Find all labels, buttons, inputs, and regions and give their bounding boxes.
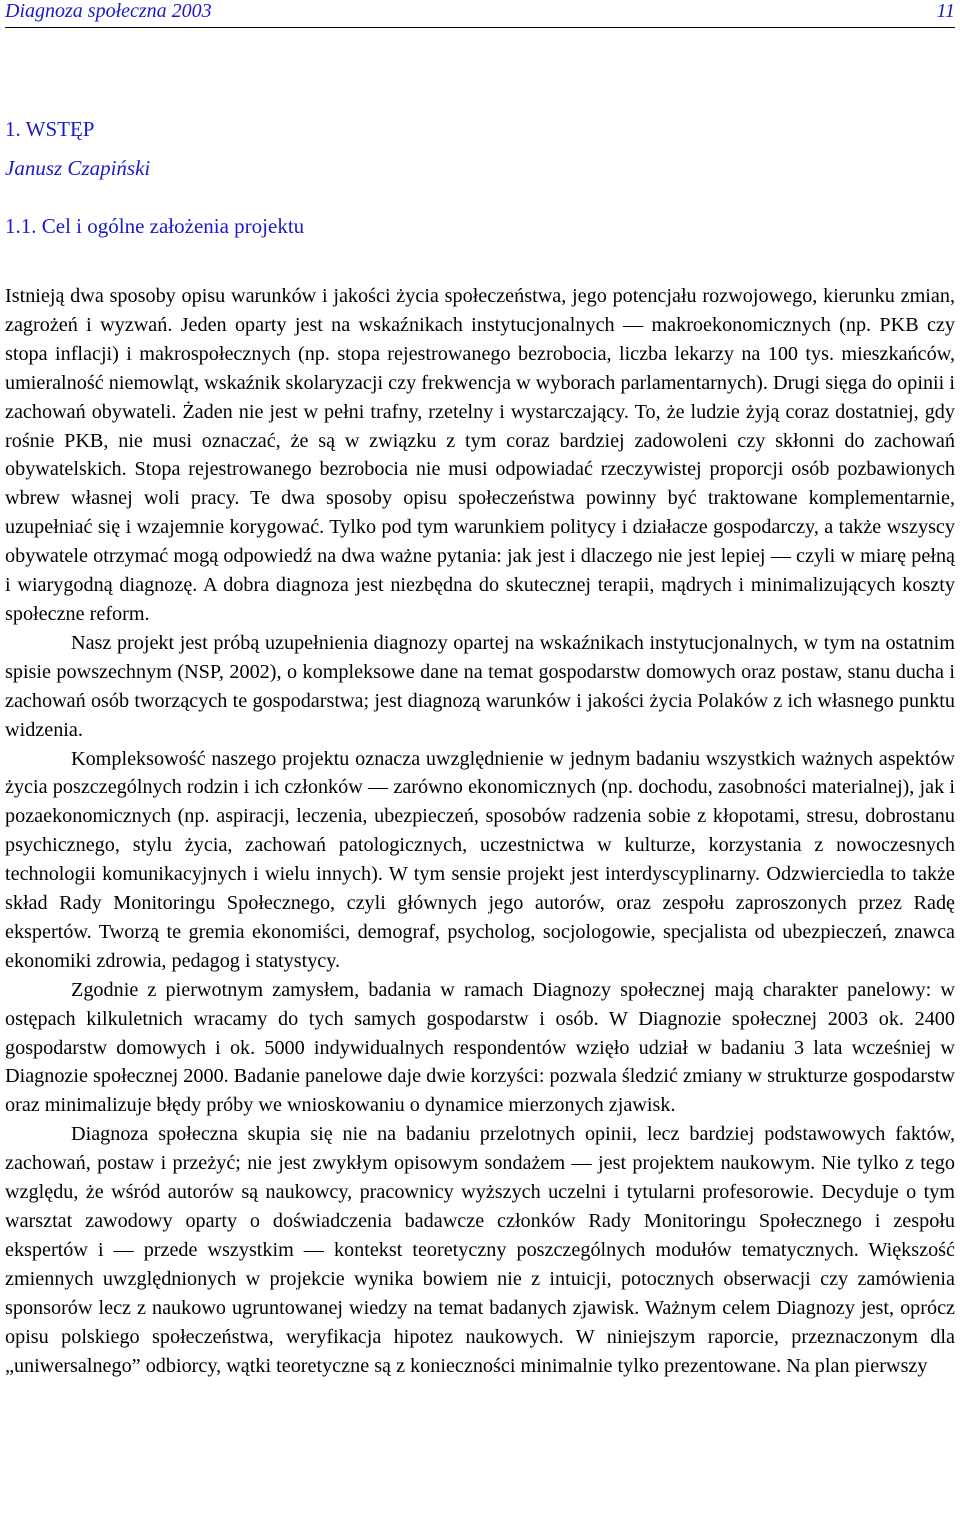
chapter-title: 1. WSTĘP (5, 117, 95, 141)
body-text (5, 282, 955, 1380)
paragraph-5: Diagnoza społeczna skupia się nie na badaniu przelotnych opinii, lecz bardziej podstawowych faktów, zachowań, postaw i przeżyć; nie jest zwykłym opisowym sondażem — jest projektem naukowym. Nie tylko z tego względu, że wśród autorów są naukowcy, pracownicy wyższych uczelni i tytularni profesorowie. Decyduje o tym warsztat zawodowy oparty o doświadczenia badawcze członków Rady Monitoringu Społecznego i zespołu ekspertów i — przede wszystkim — kontekst teoretyczny poszczególnych modułów tematycznych. Większość zmiennych uwzględnionych w projekcie wynika bowiem nie z intuicji, potocznych obserwacji czy zamówienia sponsorów lecz z naukowo ugruntowanej wiedzy na temat badanych zjawisk. Ważnym celem Diagnozy jest, oprócz opisu polskiego społeczeństwa, weryfikacja hipotez naukowych. W niniejszym raporcie, przeznaczonym dla „uniwersalnego” odbiorcy, wątki teoretyczne są z konieczności minimalnie tylko prezentowane. Na plan pierwszy (5, 1123, 955, 1377)
page-number: 11 (936, 0, 955, 22)
paragraph-4: Zgodnie z pierwotnym zamysłem, badania w ramach Diagnozy społecznej mają charakter panelowy: w ostępach kilkuletnich wracamy do tych samych gospodarstw i osób. W Diagnozie społecznej 2003 ok. 2400 gospodarstw domowych i ok. 5000 indywidualnych respondentów wzięło udział w badaniu 3 lata wcześniej w Diagnozie społecznej 2000. Badanie panelowe daje dwie korzyści: pozwala śledzić zmiany w strukturze gospodarstw oraz minimalizuje błędy próby we wnioskowaniu o dynamice mierzonych zjawisk. (5, 978, 955, 1117)
paragraph-2: Nasz projekt jest próbą uzupełnienia diagnozy opartej na wskaźnikach instytucjonalnych, w tym na ostatnim spisie powszechnym (NSP, 2002), o kompleksowe dane na temat gospodarstw domowych oraz postaw, stanu ducha i zachowań osób tworzących te gospodarstwa; jest diagnozą warunków i jakości życia Polaków z ich własnego punktu widzenia. (5, 631, 955, 741)
running-header (5, 0, 955, 28)
running-header-title: Diagnoza społeczna 2003 (5, 0, 212, 22)
paragraph-3: Kompleksowość naszego projektu oznacza uwzględnienie w jednym badaniu wszystkich ważnych aspektów życia poszczególnych rodzin i ich członków — zarówno ekonomicznych (np. dochodu, zasobności materialnej), jak i pozaekonomicznych (np. aspiracji, leczenia, ubezpieczeń, sposobów radzenia sobie z kłopotami, stresu, dobrostanu psychicznego, stylu życia, zachowań patologicznych, uczestnictwa w kulturze, korzystania z nowoczesnych technologii komunikacyjnych i wielu innych). W tym sensie projekt jest interdyscyplinarny. Odzwierciedla to także skład Rady Monitoringu Społecznego, czyli głównych jego autorów, oraz zespołu zaproszonych przez Radę ekspertów. Tworzą te gremia ekonomiści, demograf, psycholog, socjologowie, specjalista od ubezpieczeń, znawca ekonomiki zdrowia, pedagog i statystycy. (5, 747, 955, 972)
section-title: 1.1. Cel i ogólne założenia projektu (5, 214, 305, 238)
paragraph-1: Istnieją dwa sposoby opisu warunków i jakości życia społeczeństwa, jego potencjału rozwojowego, kierunku zmian, zagrożeń i wyzwań. Jeden oparty jest na wskaźnikach instytucjonalnych — makroekonomicznych (np. PKB czy stopa inflacji) i makrospołecznych (np. stopa rejestrowanego bezrobocia, liczba lekarzy na 100 tys. mieszkańców, umieralność niemowląt, wskaźnik skolaryzacji czy frekwencja w wyborach parlamentarnych). Drugi sięga do opinii i zachowań obywateli. Żaden nie jest w pełni trafny, rzetelny i wystarczający. To, że ludzie żyją coraz dostatniej, gdy rośnie PKB, nie musi oznaczać, że są w związku z tym coraz bardziej zadowoleni czy skłonni do zachowań obywatelskich. Stopa rejestrowanego bezrobocia nie musi odpowiadać rzeczywistej proporcji osób pozbawionych wbrew własnej woli pracy. Te dwa sposoby opisu społeczeństwa powinny być traktowane komplementarnie, uzupełniać się i wzajemnie korygować. Tylko pod tym warunkiem politycy i działacze gospodarczy, a także wszyscy obywatele otrzymać mogą odpowiedź na dwa ważne pytania: jak jest i dlaczego nie jest lepiej — czyli w miarę pełną i wiarygodną diagnozę. A dobra diagnoza jest niezbędna do skutecznej terapii, mądrych i minimalizujących koszty społeczne reform. (5, 285, 955, 625)
author-name: Janusz Czapiński (5, 156, 151, 180)
